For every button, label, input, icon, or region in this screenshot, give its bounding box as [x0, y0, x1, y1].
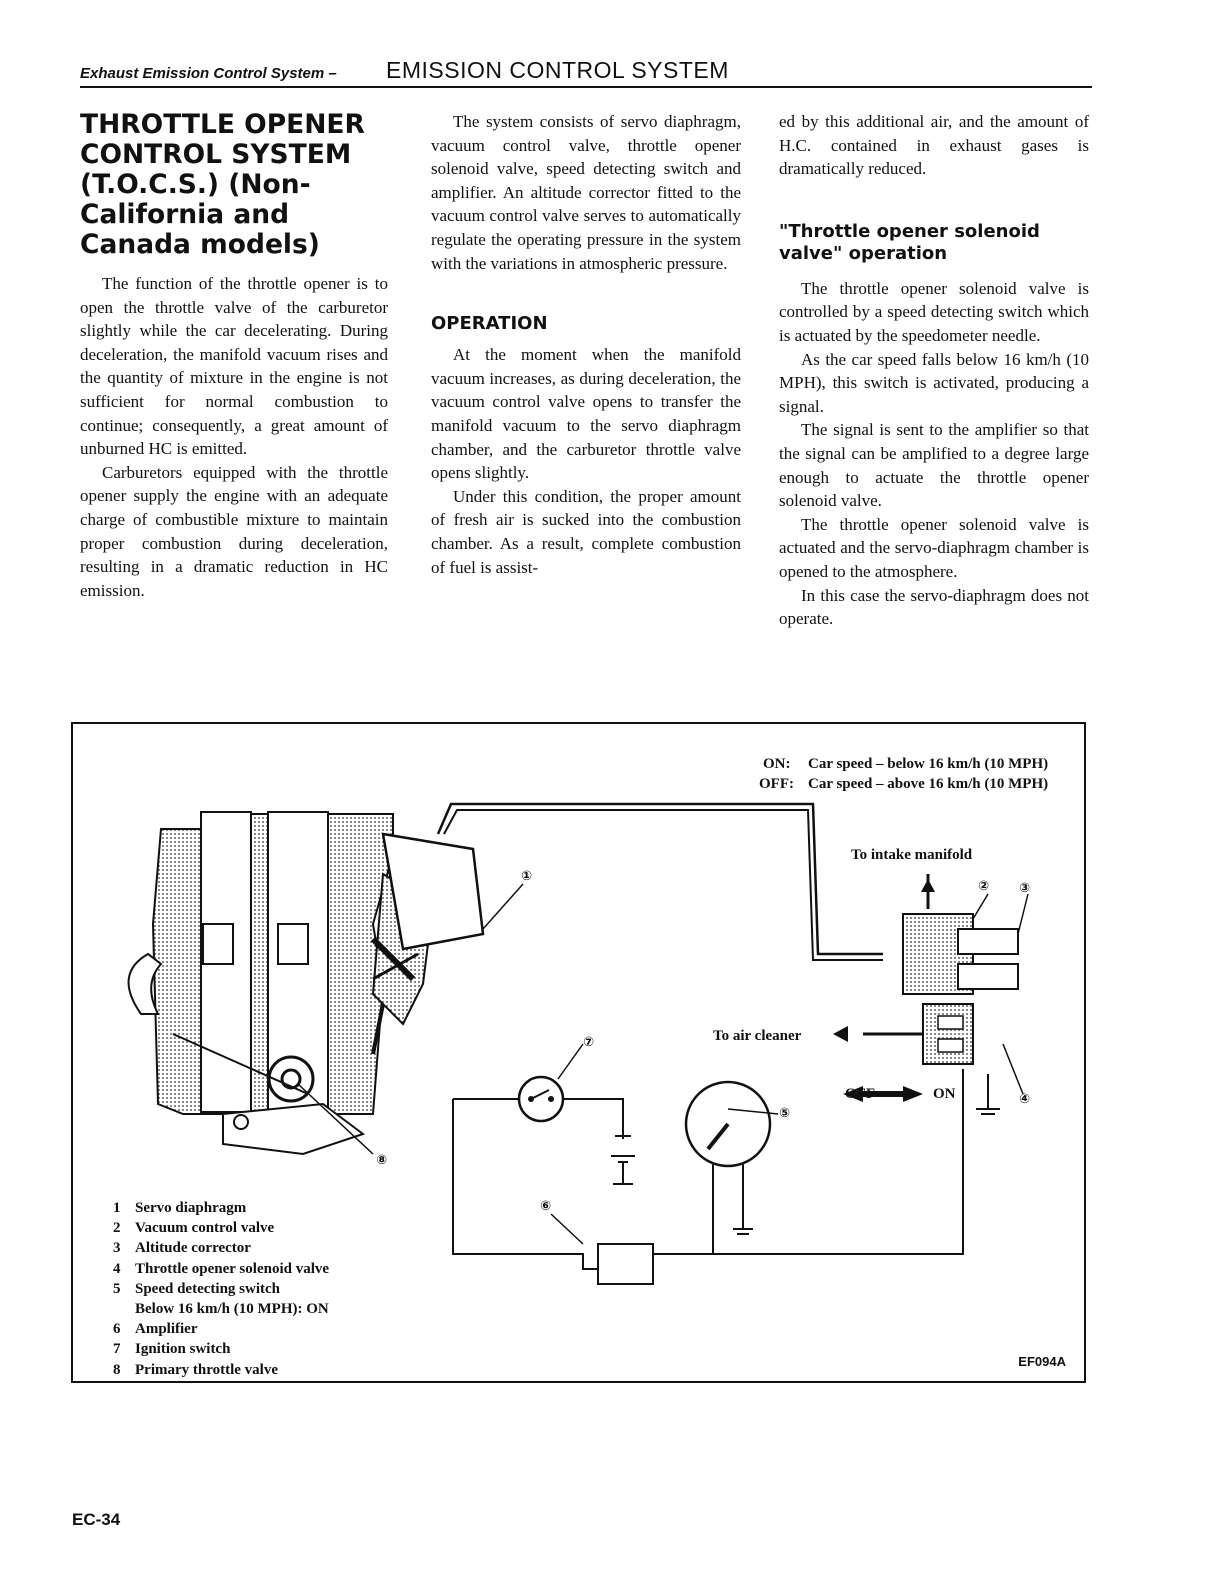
legend-item: 7 Ignition switch: [113, 1341, 231, 1358]
figure-code: EF094A: [1018, 1354, 1066, 1369]
system-diagram: [71, 722, 1086, 1383]
solenoid-heading: "Throttle opener solenoid valve" operation: [779, 220, 1040, 264]
paragraph: ed by this additional air, and the amount of H.C. contained in exhaust gases is dramatically reduced.: [779, 112, 1089, 179]
legend-item: 6 Amplifier: [113, 1321, 198, 1338]
legend-item: 5 Speed detecting switch: [113, 1280, 280, 1297]
paragraph: The system consists of servo diaphragm, vacuum control valve, throttle opener solenoid valve, speed detecting switch and amplifier. An altitude corrector fitted to the vacuum control valve serves to automatically regulate the operating pressure in the system with the variations in atmospheric pressure.: [431, 112, 741, 273]
amplifier-box: [598, 1244, 653, 1284]
page-header: [80, 56, 1092, 88]
callout-5: ⑤: [779, 1106, 791, 1121]
operation-heading: OPERATION: [431, 313, 548, 335]
diagram-legend: [113, 1198, 329, 1380]
callout-1: ①: [521, 869, 533, 884]
paragraph: The signal is sent to the amplifier so that the signal can be amplified to a degree large enough to actuate the throttle opener solenoid valve.: [779, 420, 1089, 511]
paragraph: The throttle opener solenoid valve is actuated and the servo-diaphragm chamber is opened to the atmosphere.: [779, 514, 1089, 581]
paragraph: Under this condition, the proper amount of fresh air is sucked into the combustion chamber. As a result, complete combustion of fuel is assist-: [431, 486, 741, 577]
paragraph: The function of the throttle opener is to open the throttle valve of the carburetor slightly while the car decelerating. During deceleration, the manifold vacuum rises and the quantity of mixture in the engine is not sufficient for normal combustion to continue; consequently, a great amount of unburned HC is emitted.: [80, 274, 388, 459]
paragraph: As the car speed falls below 16 km/h (10 MPH), this switch is activated, producing a signal.: [779, 349, 1089, 416]
legend-item: 8 Primary throttle valve: [113, 1361, 279, 1378]
air-cleaner-label: To air cleaner: [713, 1028, 802, 1044]
legend-item: 1 Servo diaphragm: [113, 1200, 247, 1216]
page-number: EC-34: [72, 1510, 121, 1529]
off-text: Car speed – above 16 km/h (10 MPH): [808, 776, 1049, 792]
vacuum-hose: [438, 804, 883, 954]
on-label: ON:: [763, 756, 791, 772]
paragraph: At the moment when the manifold vacuum increases, as during deceleration, the vacuum control valve opens to transfer the manifold vacuum to the servo diaphragm chamber, and the carburetor throttle valve opens slightly.: [431, 345, 741, 483]
on-switch-label: ON: [933, 1086, 956, 1102]
intake-label: To intake manifold: [851, 847, 973, 863]
vacuum-control-valve: [833, 874, 1018, 1114]
speedometer: [686, 1082, 770, 1234]
paragraph: In this case the servo-diaphragm does not operate.: [779, 585, 1089, 629]
legend-item: 3 Altitude corrector: [113, 1240, 251, 1257]
legend-item: 2 Vacuum control valve: [113, 1220, 275, 1237]
callout-7: ⑦: [583, 1035, 595, 1050]
section-title: THROTTLE OPENER CONTROL SYSTEM (T.O.C.S.) (Non-California and Canada models): [80, 109, 365, 260]
callout-3: ③: [1019, 881, 1031, 896]
off-switch-label: OFF: [845, 1086, 875, 1102]
on-text: Car speed – below 16 km/h (10 MPH): [808, 756, 1049, 772]
column-3: [779, 110, 1089, 631]
callout-2: ②: [978, 879, 990, 894]
column-1: [80, 110, 388, 602]
callout-6: ⑥: [540, 1199, 552, 1214]
legend-item: 4 Throttle opener solenoid valve: [113, 1260, 330, 1277]
off-label: OFF:: [759, 776, 794, 792]
legend-item: Below 16 km/h (10 MPH): ON: [135, 1301, 329, 1318]
paragraph: Carburetors equipped with the throttle opener supply the engine with an adequate charge of combustible mixture to maintain proper combustion during deceleration, resulting in a dramatic reduction in HC emission.: [80, 462, 388, 600]
paragraph: The throttle opener solenoid valve is controlled by a speed detecting switch which is actuated by the speedometer needle.: [779, 278, 1089, 345]
chapter-title: EMISSION CONTROL SYSTEM: [386, 57, 729, 83]
section-label: Exhaust Emission Control System –: [80, 65, 337, 82]
callout-8: ⑧: [376, 1153, 388, 1168]
callout-4: ④: [1019, 1092, 1031, 1107]
column-2: [431, 110, 741, 579]
